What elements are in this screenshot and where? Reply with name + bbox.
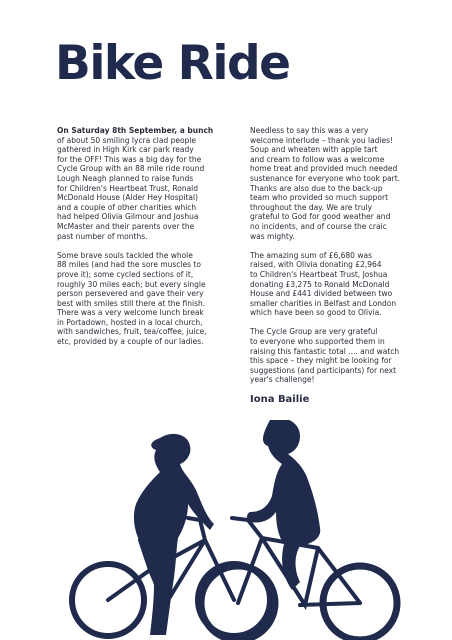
paragraph-5: The Cycle Group are very grateful to everyone who supported them in raising this fantastic total .... and watch this space – they might be looking for suggestions (and participants) for next year's challenge!	[250, 327, 400, 385]
cyclists-illustration	[0, 420, 452, 640]
man-silhouette	[247, 420, 320, 590]
paragraph-3: Needless to say this was a very welcome interlude – thank you ladies! Soup and wheaten with apple tart and cream to follow was a welcome home treat and provided much needed sustenance for everyone who took part. Thanks are also due to the back-up team who provided so much support throughout the day. We are truly grateful to God for good weather and no incidents, and of course the craic was mighty.	[250, 126, 401, 241]
article-title: Bike Ride	[55, 36, 290, 91]
paragraph-4: The amazing sum of £6,680 was raised, with Olivia donating £2,964 to Children's Heartbeat Trust, Joshua donating £3,275 to Ronald McDonald House and £441 divided between two smaller charities in Belfast and London which have been so good to Olivia.	[250, 250, 397, 318]
paragraph-lead: On Saturday 8th September, a bunch	[57, 126, 214, 135]
left-column	[57, 126, 239, 356]
right-column	[250, 126, 436, 404]
author-signature: Iona Bailie	[250, 393, 310, 405]
paragraph-2: Some brave souls tackled the whole 88 miles (and had the sore muscles to prove it); some cycled sections of it, roughly 30 miles each; but every single person persevered and gave their very best with smiles still there at the finish. There was a very welcome lunch break in Portadown, hosted in a local church, with sandwiches, fruit, tea/coffee, juice, etc, provided by a couple of our ladies.	[57, 250, 207, 347]
cyclist-silhouettes	[134, 420, 320, 635]
paragraph-1	[57, 126, 239, 241]
paragraph-1-text: of about 50 smiling lycra clad people gathered in High Kirk car park ready for the OFF! This was a big day for the Cycle Group with an 88 mile ride round Lough Neagh planned to raise funds for Children's Heartbeat Trust, Ronald McDonald House (Alder Hey Hospital) and a couple of other charities which had helped Olivia Gilmour and Joshua McMaster and their parents over the past number of months.	[57, 135, 205, 241]
